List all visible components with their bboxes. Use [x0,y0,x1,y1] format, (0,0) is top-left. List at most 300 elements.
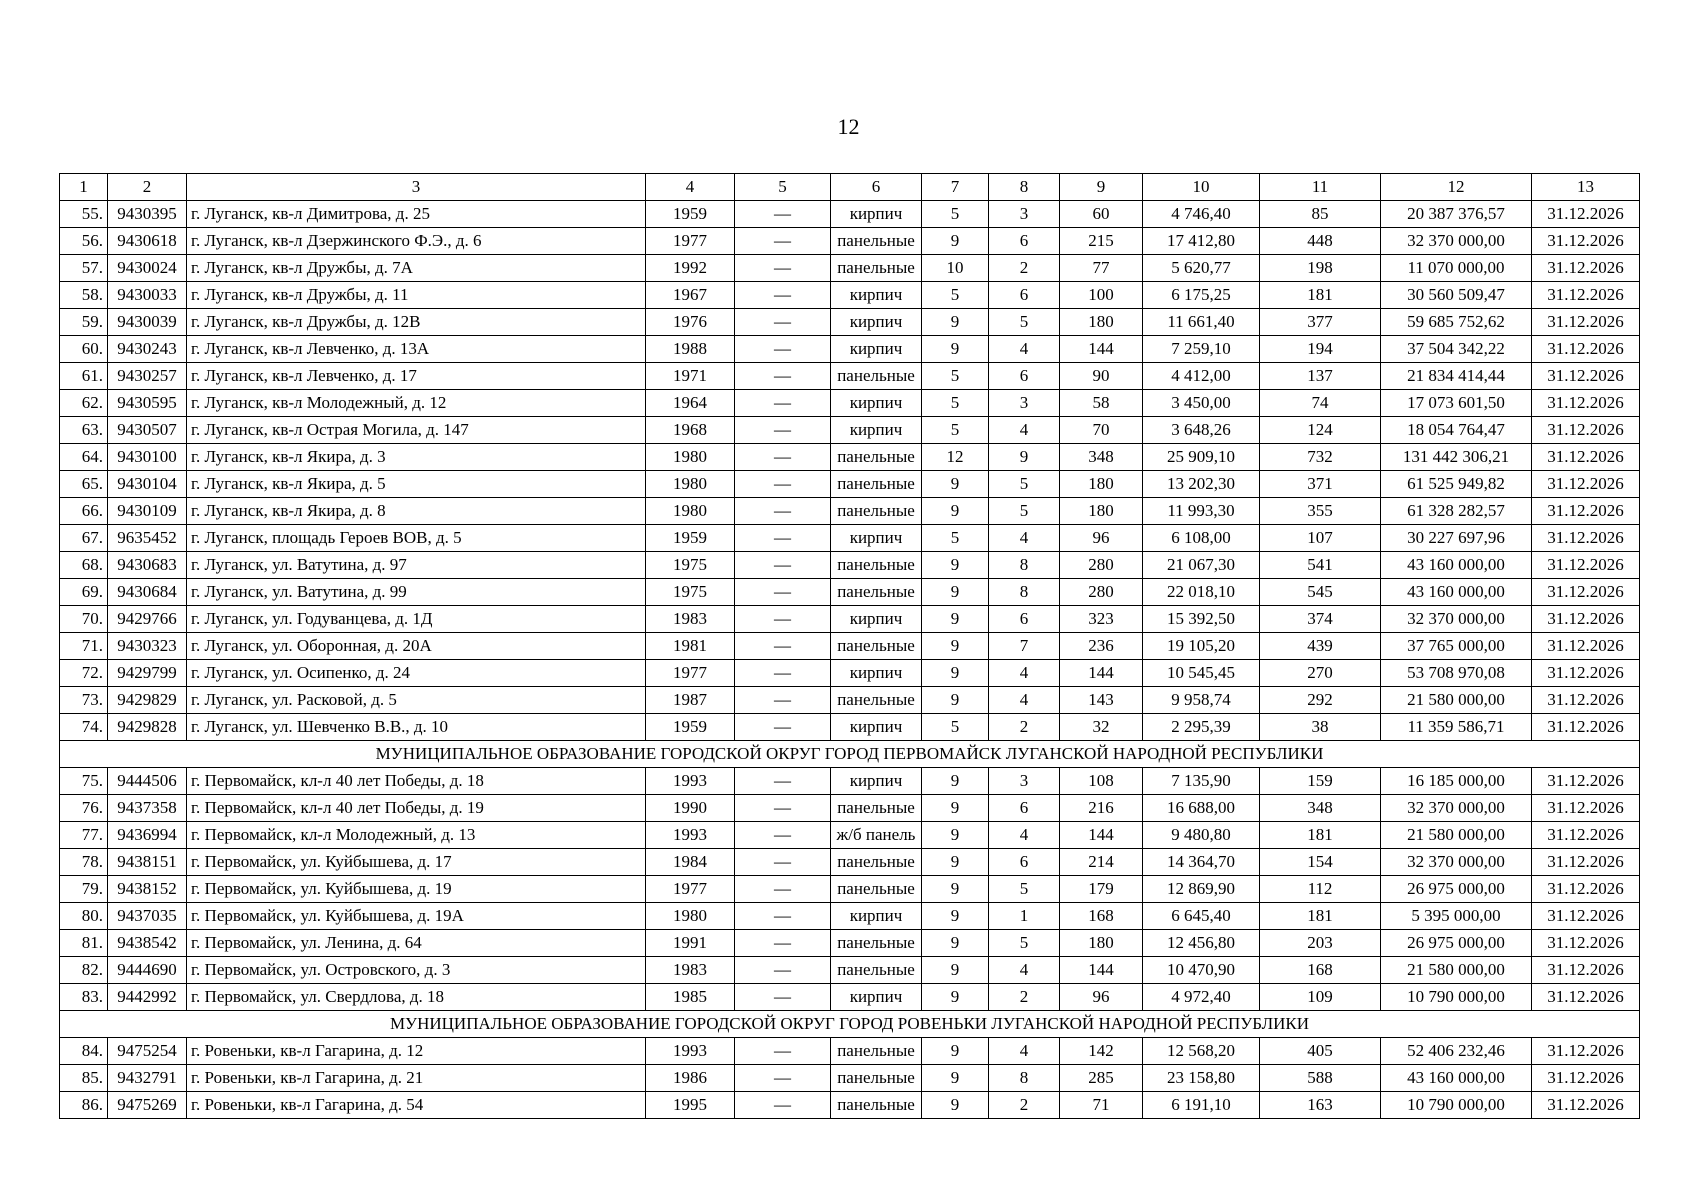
cell-row-number: 78. [60,849,108,876]
cell-cadastral-id: 9475269 [108,1092,187,1119]
cell-wall-material: панельные [831,444,922,471]
cell-column-5: — [735,228,831,255]
cell-cost: 37 504 342,22 [1381,336,1532,363]
cell-address: г. Луганск, ул. Ватутина, д. 99 [187,579,646,606]
cell-residents: 181 [1260,903,1381,930]
cell-cost: 30 227 697,96 [1381,525,1532,552]
cell-floors: 9 [922,768,989,795]
cell-entrances: 3 [989,390,1060,417]
cell-column-5: — [735,390,831,417]
cell-deadline: 31.12.2026 [1532,984,1640,1011]
cell-floors: 9 [922,228,989,255]
cell-floors: 9 [922,984,989,1011]
cell-year-built: 1990 [646,795,735,822]
cell-cadastral-id: 9430100 [108,444,187,471]
cell-cost: 16 185 000,00 [1381,768,1532,795]
cell-column-5: — [735,579,831,606]
cell-floors: 9 [922,930,989,957]
cell-year-built: 1995 [646,1092,735,1119]
cell-deadline: 31.12.2026 [1532,498,1640,525]
table-row [60,876,1640,903]
cell-deadline: 31.12.2026 [1532,1065,1640,1092]
cell-area: 21 067,30 [1143,552,1260,579]
cell-entrances: 2 [989,255,1060,282]
cell-apartments: 280 [1060,579,1143,606]
cell-column-5: — [735,633,831,660]
cell-cadastral-id: 9430684 [108,579,187,606]
cell-address: г. Луганск, кв-л Дзержинского Ф.Э., д. 6 [187,228,646,255]
cell-apartments: 60 [1060,201,1143,228]
table-row [60,282,1640,309]
cell-wall-material: кирпич [831,714,922,741]
cell-column-5: — [735,282,831,309]
cell-apartments: 144 [1060,957,1143,984]
cell-row-number: 85. [60,1065,108,1092]
section-title: МУНИЦИПАЛЬНОЕ ОБРАЗОВАНИЕ ГОРОДСКОЙ ОКРУГ ГОРОД РОВЕНЬКИ ЛУГАНСКОЙ НАРОДНОЙ РЕСПУБЛИКИ [60,1011,1640,1038]
cell-cadastral-id: 9430243 [108,336,187,363]
cell-cadastral-id: 9635452 [108,525,187,552]
cell-row-number: 68. [60,552,108,579]
cell-address: г. Первомайск, ул. Куйбышева, д. 19А [187,903,646,930]
cell-cost: 32 370 000,00 [1381,795,1532,822]
cell-row-number: 67. [60,525,108,552]
cell-row-number: 81. [60,930,108,957]
cell-wall-material: кирпич [831,336,922,363]
page-number: 12 [837,114,860,139]
cell-deadline: 31.12.2026 [1532,336,1640,363]
cell-address: г. Луганск, кв-л Молодежный, д. 12 [187,390,646,417]
cell-cost: 53 708 970,08 [1381,660,1532,687]
cell-floors: 9 [922,687,989,714]
cell-column-5: — [735,606,831,633]
cell-area: 14 364,70 [1143,849,1260,876]
column-header: 13 [1532,174,1640,201]
cell-wall-material: панельные [831,1038,922,1065]
cell-address: г. Луганск, ул. Годуванцева, д. 1Д [187,606,646,633]
cell-row-number: 80. [60,903,108,930]
cell-floors: 5 [922,525,989,552]
cell-apartments: 58 [1060,390,1143,417]
table-row [60,822,1640,849]
cell-row-number: 77. [60,822,108,849]
cell-entrances: 6 [989,795,1060,822]
cell-entrances: 4 [989,822,1060,849]
cell-row-number: 74. [60,714,108,741]
column-header: 7 [922,174,989,201]
cell-area: 17 412,80 [1143,228,1260,255]
cell-area: 23 158,80 [1143,1065,1260,1092]
cell-row-number: 82. [60,957,108,984]
cell-floors: 9 [922,903,989,930]
cell-year-built: 1988 [646,336,735,363]
cell-wall-material: кирпич [831,606,922,633]
cell-address: г. Первомайск, кл-л 40 лет Победы, д. 18 [187,768,646,795]
cell-cost: 32 370 000,00 [1381,849,1532,876]
cell-residents: 74 [1260,390,1381,417]
cell-cadastral-id: 9430618 [108,228,187,255]
cell-wall-material: кирпич [831,201,922,228]
cell-cadastral-id: 9429828 [108,714,187,741]
cell-entrances: 2 [989,1092,1060,1119]
cell-entrances: 7 [989,633,1060,660]
cell-cadastral-id: 9475254 [108,1038,187,1065]
cell-apartments: 180 [1060,309,1143,336]
cell-wall-material: кирпич [831,417,922,444]
cell-apartments: 96 [1060,525,1143,552]
cell-row-number: 57. [60,255,108,282]
table-row [60,471,1640,498]
cell-floors: 5 [922,714,989,741]
cell-year-built: 1980 [646,903,735,930]
cell-apartments: 348 [1060,444,1143,471]
cell-year-built: 1977 [646,876,735,903]
cell-entrances: 6 [989,606,1060,633]
cell-entrances: 4 [989,525,1060,552]
table-row [60,552,1640,579]
cell-area: 6 645,40 [1143,903,1260,930]
cell-area: 11 661,40 [1143,309,1260,336]
cell-deadline: 31.12.2026 [1532,687,1640,714]
cell-deadline: 31.12.2026 [1532,255,1640,282]
column-header: 1 [60,174,108,201]
cell-wall-material: кирпич [831,903,922,930]
cell-wall-material: панельные [831,930,922,957]
cell-cadastral-id: 9429766 [108,606,187,633]
cell-cost: 26 975 000,00 [1381,876,1532,903]
cell-year-built: 1959 [646,525,735,552]
cell-column-5: — [735,552,831,579]
cell-area: 6 175,25 [1143,282,1260,309]
table-row [60,363,1640,390]
cell-cost: 43 160 000,00 [1381,1065,1532,1092]
cell-entrances: 8 [989,1065,1060,1092]
cell-cadastral-id: 9437358 [108,795,187,822]
cell-column-5: — [735,714,831,741]
cell-apartments: 215 [1060,228,1143,255]
cell-year-built: 1991 [646,930,735,957]
cell-entrances: 1 [989,903,1060,930]
column-header: 2 [108,174,187,201]
cell-cost: 26 975 000,00 [1381,930,1532,957]
cell-address: г. Первомайск, кл-л Молодежный, д. 13 [187,822,646,849]
cell-address: г. Ровеньки, кв-л Гагарина, д. 12 [187,1038,646,1065]
column-header: 6 [831,174,922,201]
table-row [60,1092,1640,1119]
table-row [60,228,1640,255]
cell-apartments: 179 [1060,876,1143,903]
cell-deadline: 31.12.2026 [1532,417,1640,444]
table-row [60,579,1640,606]
cell-address: г. Луганск, площадь Героев ВОВ, д. 5 [187,525,646,552]
cell-address: г. Первомайск, ул. Куйбышева, д. 19 [187,876,646,903]
cell-entrances: 6 [989,849,1060,876]
cell-area: 3 648,26 [1143,417,1260,444]
cell-area: 11 993,30 [1143,498,1260,525]
cell-column-5: — [735,471,831,498]
cell-floors: 9 [922,1038,989,1065]
table-row [60,687,1640,714]
cell-row-number: 70. [60,606,108,633]
cell-area: 12 568,20 [1143,1038,1260,1065]
cell-apartments: 144 [1060,336,1143,363]
cell-entrances: 4 [989,957,1060,984]
cell-year-built: 1983 [646,606,735,633]
cell-cadastral-id: 9438542 [108,930,187,957]
cell-deadline: 31.12.2026 [1532,849,1640,876]
cell-residents: 203 [1260,930,1381,957]
cell-floors: 5 [922,390,989,417]
cell-year-built: 1993 [646,768,735,795]
cell-column-5: — [735,525,831,552]
cell-address: г. Луганск, ул. Шевченко В.В., д. 10 [187,714,646,741]
cell-deadline: 31.12.2026 [1532,444,1640,471]
column-header: 8 [989,174,1060,201]
cell-deadline: 31.12.2026 [1532,660,1640,687]
cell-year-built: 1980 [646,498,735,525]
cell-address: г. Луганск, ул. Осипенко, д. 24 [187,660,646,687]
cell-wall-material: кирпич [831,660,922,687]
cell-cost: 59 685 752,62 [1381,309,1532,336]
cell-deadline: 31.12.2026 [1532,309,1640,336]
cell-entrances: 9 [989,444,1060,471]
cell-address: г. Первомайск, ул. Ленина, д. 64 [187,930,646,957]
cell-apartments: 180 [1060,498,1143,525]
cell-cadastral-id: 9430104 [108,471,187,498]
cell-address: г. Луганск, ул. Расковой, д. 5 [187,687,646,714]
cell-entrances: 5 [989,876,1060,903]
cell-column-5: — [735,1065,831,1092]
cell-row-number: 58. [60,282,108,309]
cell-deadline: 31.12.2026 [1532,525,1640,552]
cell-area: 3 450,00 [1143,390,1260,417]
cell-wall-material: панельные [831,849,922,876]
cell-residents: 107 [1260,525,1381,552]
column-header: 12 [1381,174,1532,201]
cell-deadline: 31.12.2026 [1532,579,1640,606]
cell-column-5: — [735,498,831,525]
column-header: 9 [1060,174,1143,201]
cell-apartments: 77 [1060,255,1143,282]
cell-column-5: — [735,687,831,714]
table-row [60,309,1640,336]
cell-entrances: 4 [989,336,1060,363]
cell-apartments: 168 [1060,903,1143,930]
cell-row-number: 73. [60,687,108,714]
cell-wall-material: кирпич [831,525,922,552]
cell-deadline: 31.12.2026 [1532,1038,1640,1065]
cell-entrances: 4 [989,417,1060,444]
cell-apartments: 180 [1060,471,1143,498]
cell-column-5: — [735,849,831,876]
cell-year-built: 1993 [646,1038,735,1065]
cell-column-5: — [735,795,831,822]
cell-row-number: 75. [60,768,108,795]
cell-residents: 38 [1260,714,1381,741]
table-row [60,957,1640,984]
table-row [60,795,1640,822]
column-header: 11 [1260,174,1381,201]
cell-address: г. Луганск, ул. Оборонная, д. 20А [187,633,646,660]
table-row [60,930,1640,957]
cell-column-5: — [735,768,831,795]
cell-deadline: 31.12.2026 [1532,471,1640,498]
cell-floors: 9 [922,606,989,633]
cell-area: 25 909,10 [1143,444,1260,471]
cell-row-number: 69. [60,579,108,606]
cell-wall-material: кирпич [831,768,922,795]
column-header: 3 [187,174,646,201]
cell-apartments: 280 [1060,552,1143,579]
cell-address: г. Луганск, кв-л Дружбы, д. 12В [187,309,646,336]
cell-cadastral-id: 9438151 [108,849,187,876]
cell-deadline: 31.12.2026 [1532,876,1640,903]
cell-address: г. Луганск, ул. Ватутина, д. 97 [187,552,646,579]
cell-residents: 168 [1260,957,1381,984]
cell-wall-material: кирпич [831,390,922,417]
cell-cost: 32 370 000,00 [1381,228,1532,255]
register-body [60,201,1640,1119]
cell-entrances: 6 [989,228,1060,255]
cell-deadline: 31.12.2026 [1532,201,1640,228]
cell-residents: 292 [1260,687,1381,714]
cell-floors: 9 [922,552,989,579]
cell-year-built: 1964 [646,390,735,417]
cell-column-5: — [735,903,831,930]
cell-cadastral-id: 9442992 [108,984,187,1011]
cell-residents: 541 [1260,552,1381,579]
cell-residents: 588 [1260,1065,1381,1092]
cell-cadastral-id: 9430033 [108,282,187,309]
cell-year-built: 1977 [646,228,735,255]
cell-row-number: 76. [60,795,108,822]
cell-column-5: — [735,255,831,282]
cell-floors: 9 [922,957,989,984]
cell-cost: 17 073 601,50 [1381,390,1532,417]
cell-entrances: 5 [989,309,1060,336]
cell-column-5: — [735,363,831,390]
cell-apartments: 108 [1060,768,1143,795]
cell-entrances: 3 [989,201,1060,228]
cell-area: 7 259,10 [1143,336,1260,363]
cell-apartments: 96 [1060,984,1143,1011]
cell-cost: 61 328 282,57 [1381,498,1532,525]
cell-deadline: 31.12.2026 [1532,606,1640,633]
column-header: 10 [1143,174,1260,201]
cell-cadastral-id: 9430024 [108,255,187,282]
cell-cadastral-id: 9430109 [108,498,187,525]
cell-cost: 131 442 306,21 [1381,444,1532,471]
cell-area: 9 958,74 [1143,687,1260,714]
cell-wall-material: панельные [831,795,922,822]
table-row [60,444,1640,471]
cell-area: 5 620,77 [1143,255,1260,282]
table-row [60,336,1640,363]
cell-deadline: 31.12.2026 [1532,282,1640,309]
cell-area: 6 108,00 [1143,525,1260,552]
cell-residents: 159 [1260,768,1381,795]
cell-column-5: — [735,417,831,444]
cell-cost: 61 525 949,82 [1381,471,1532,498]
cell-row-number: 71. [60,633,108,660]
table-row [60,1065,1640,1092]
cell-cadastral-id: 9429799 [108,660,187,687]
cell-deadline: 31.12.2026 [1532,903,1640,930]
cell-year-built: 1976 [646,309,735,336]
cell-area: 4 412,00 [1143,363,1260,390]
cell-wall-material: панельные [831,255,922,282]
cell-apartments: 144 [1060,822,1143,849]
cell-row-number: 66. [60,498,108,525]
table-row [60,768,1640,795]
table-row [60,525,1640,552]
cell-wall-material: панельные [831,579,922,606]
cell-area: 13 202,30 [1143,471,1260,498]
cell-apartments: 285 [1060,1065,1143,1092]
cell-wall-material: панельные [831,363,922,390]
cell-residents: 109 [1260,984,1381,1011]
cell-column-5: — [735,930,831,957]
cell-cost: 5 395 000,00 [1381,903,1532,930]
cell-deadline: 31.12.2026 [1532,633,1640,660]
section-row [60,1011,1640,1038]
cell-cost: 21 580 000,00 [1381,822,1532,849]
cell-entrances: 8 [989,552,1060,579]
cell-address: г. Луганск, кв-л Якира, д. 8 [187,498,646,525]
cell-row-number: 55. [60,201,108,228]
cell-entrances: 5 [989,498,1060,525]
cell-row-number: 61. [60,363,108,390]
cell-floors: 9 [922,1092,989,1119]
cell-year-built: 1967 [646,282,735,309]
cell-entrances: 3 [989,768,1060,795]
cell-wall-material: панельные [831,471,922,498]
table-row [60,255,1640,282]
cell-residents: 405 [1260,1038,1381,1065]
cell-address: г. Луганск, кв-л Дружбы, д. 11 [187,282,646,309]
cell-column-5: — [735,822,831,849]
cell-cadastral-id: 9437035 [108,903,187,930]
header-row [60,174,1640,201]
cell-entrances: 4 [989,1038,1060,1065]
cell-cadastral-id: 9430507 [108,417,187,444]
cell-cost: 43 160 000,00 [1381,552,1532,579]
cell-cadastral-id: 9430257 [108,363,187,390]
cell-year-built: 1983 [646,957,735,984]
cell-cost: 11 070 000,00 [1381,255,1532,282]
cell-year-built: 1977 [646,660,735,687]
table-row [60,633,1640,660]
cell-residents: 154 [1260,849,1381,876]
cell-area: 12 456,80 [1143,930,1260,957]
cell-year-built: 1959 [646,201,735,228]
cell-address: г. Луганск, кв-л Дружбы, д. 7А [187,255,646,282]
cell-deadline: 31.12.2026 [1532,957,1640,984]
column-header: 5 [735,174,831,201]
cell-floors: 9 [922,309,989,336]
cell-deadline: 31.12.2026 [1532,552,1640,579]
cell-address: г. Луганск, кв-л Острая Могила, д. 147 [187,417,646,444]
cell-residents: 181 [1260,282,1381,309]
cell-entrances: 4 [989,687,1060,714]
cell-area: 10 470,90 [1143,957,1260,984]
cell-entrances: 2 [989,984,1060,1011]
section-title: МУНИЦИПАЛЬНОЕ ОБРАЗОВАНИЕ ГОРОДСКОЙ ОКРУГ ГОРОД ПЕРВОМАЙСК ЛУГАНСКОЙ НАРОДНОЙ РЕСПУБЛИКИ [60,741,1640,768]
cell-column-5: — [735,444,831,471]
cell-area: 2 295,39 [1143,714,1260,741]
cell-cadastral-id: 9436994 [108,822,187,849]
cell-floors: 5 [922,417,989,444]
cell-residents: 198 [1260,255,1381,282]
